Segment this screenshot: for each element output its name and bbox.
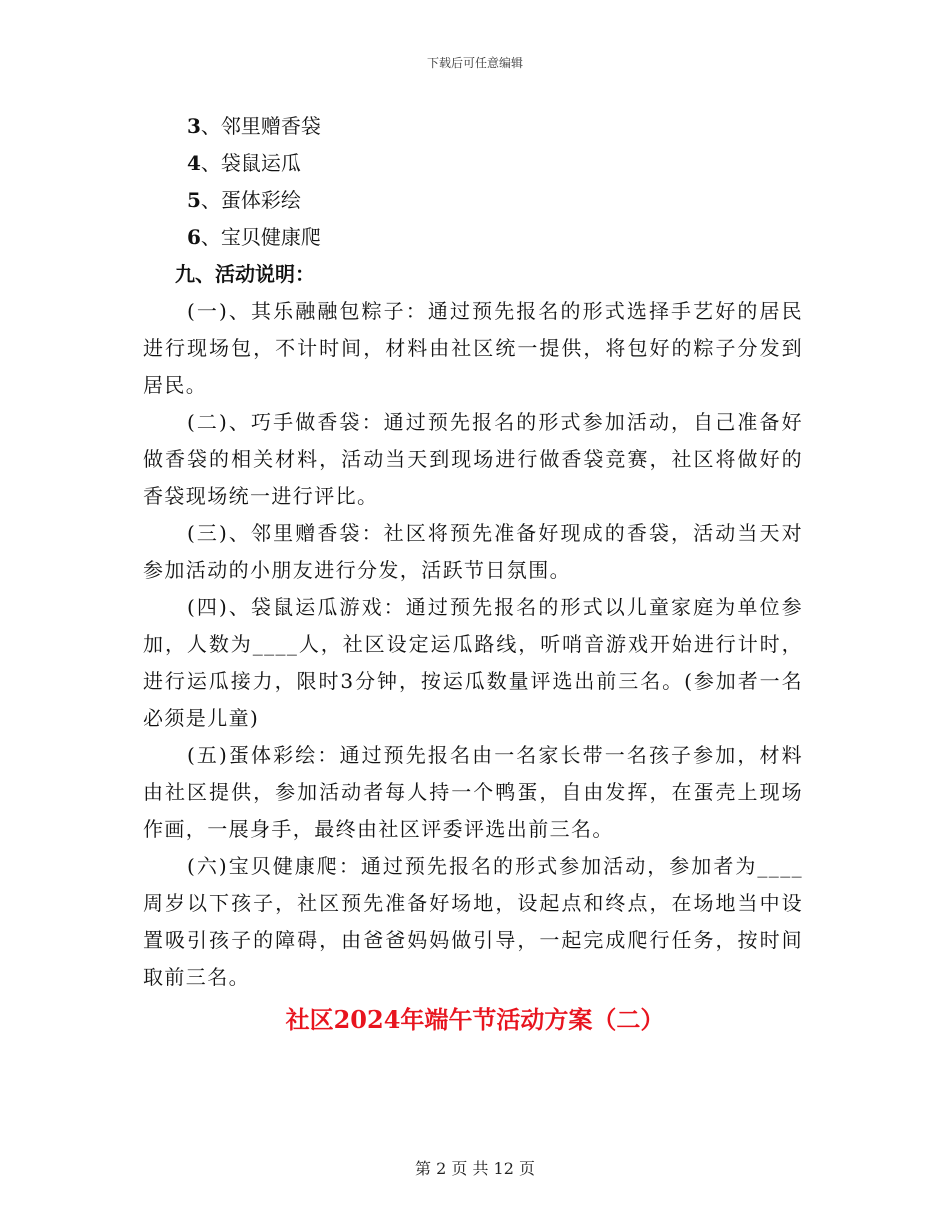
list-item-number: 6 <box>187 225 201 249</box>
next-section-title: 社区2024年端午节活动方案（二） <box>285 1005 665 1034</box>
paragraph-5 <box>143 737 803 848</box>
list-item-text: 、蛋体彩绘 <box>200 188 301 212</box>
document-body <box>143 108 803 996</box>
paragraph-text: (二)、巧手做香袋：通过预先报名的形式参加活动，自己准备好做香袋的相关材料，活动当天到现场进行做香袋竞赛，社区将做好的香袋现场统一进行评比。 <box>143 410 803 508</box>
list-item <box>143 108 803 145</box>
list-item <box>143 145 803 182</box>
list-item-number: 3 <box>187 114 201 138</box>
list-item-text: 、宝贝健康爬 <box>200 225 321 249</box>
list-item-text: 、袋鼠运瓜 <box>200 151 301 175</box>
list-item-text: 、邻里赠香袋 <box>200 114 321 138</box>
paragraph-text: (六)宝贝健康爬：通过预先报名的形式参加活动，参加者为____周岁以下孩子，社区预先准备好场地，设起点和终点，在场地当中设置吸引孩子的障碍，由爸爸妈妈做引导，一起完成爬行任务，按时间取前三名。 <box>143 854 803 989</box>
paragraph-text: (一)、其乐融融包粽子：通过预先报名的形式选择手艺好的居民进行现场包，不计时间，材料由社区统一提供，将包好的粽子分发到居民。 <box>143 299 803 397</box>
list-item <box>143 182 803 219</box>
paragraph-3 <box>143 515 803 589</box>
paragraph-4 <box>143 589 803 737</box>
paragraph-text: (四)、袋鼠运瓜游戏：通过预先报名的形式以儿童家庭为单位参加，人数为____人，社区设定运瓜路线，听哨音游戏开始进行计时，进行运瓜接力，限时3分钟，按运瓜数量评选出前三名。(参加者一名必须是儿童) <box>143 595 803 730</box>
paragraph-text: (三)、邻里赠香袋：社区将预先准备好现成的香袋，活动当天对参加活动的小朋友进行分发，活跃节日氛围。 <box>143 521 803 582</box>
paragraph-text: (五)蛋体彩绘：通过预先报名由一名家长带一名孩子参加，材料由社区提供，参加活动者每人持一个鸭蛋，自由发挥，在蛋壳上现场作画，一展身手，最终由社区评委评选出前三名。 <box>143 743 803 841</box>
page-header: 下载后可任意编辑 <box>426 56 523 70</box>
list-item-number: 4 <box>187 151 201 175</box>
paragraph-2 <box>143 404 803 515</box>
list-item <box>143 219 803 256</box>
page-footer: 第 2 页 共 12 页 <box>415 1159 535 1178</box>
section-heading: 九、活动说明： <box>175 262 315 286</box>
paragraph-6 <box>143 848 803 996</box>
list-item-number: 5 <box>187 188 201 212</box>
paragraph-1 <box>143 293 803 404</box>
